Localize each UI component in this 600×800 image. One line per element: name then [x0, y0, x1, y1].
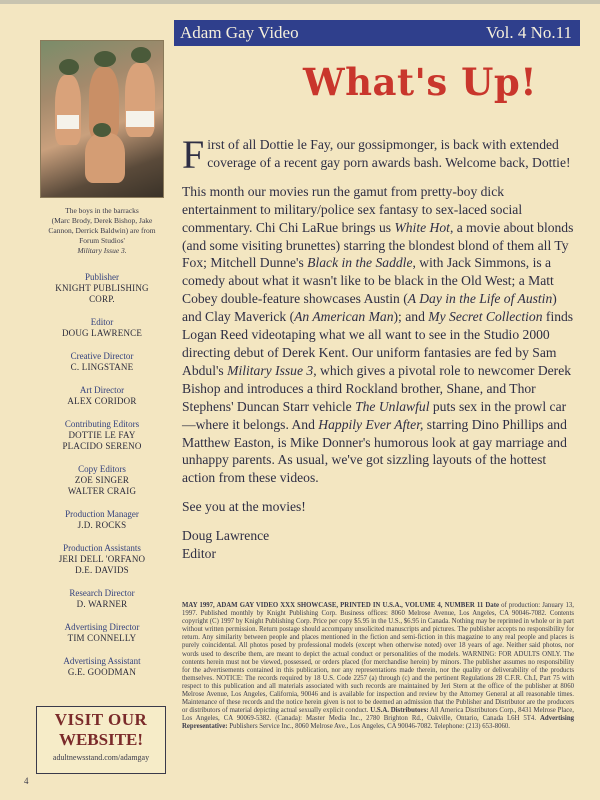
fineprint-advertising-text: Publishers Service Inc., 8060 Melrose Ave., Los Angeles, CA 90046-7082. Telephone: (213) 653-8060. — [227, 723, 510, 731]
masthead — [40, 272, 164, 690]
movie-title: Black in the Saddle — [307, 255, 413, 271]
drop-cap: F — [182, 132, 205, 177]
para-text: , a movie about blonds (and some visiting brunettes) starring the blondest blond of them all Ty Fox; Mitchell Dunne's — [182, 219, 574, 271]
masthead-name: DOTTIE LE FAY — [68, 430, 136, 440]
para-text: puts sex in the prowl car—where it belongs. And — [182, 398, 567, 432]
masthead-role: Editor — [90, 317, 114, 327]
photo-head-1 — [59, 59, 79, 75]
para-text: ); and — [393, 309, 429, 325]
masthead-name: ALEX CORIDOR — [67, 396, 137, 406]
masthead-name: KNIGHT PUBLISHING — [55, 283, 149, 293]
masthead-role: Production Manager — [65, 509, 139, 519]
top-edge — [0, 0, 600, 4]
para-text: finds Logan Reed videotaping what we all want to see in the Studio 2000 directing debut of Derek Kent. Our uniform fantasies are fed by Sam Abdul's — [182, 309, 574, 378]
magazine-title: Adam Gay Video — [180, 23, 299, 42]
website-promo-box[interactable] — [36, 706, 166, 774]
website-promo-line1: VISIT OUR — [54, 710, 148, 729]
photo-caption — [40, 206, 164, 256]
fineprint-body: of production: January 13, 1997. Published monthly by Knight Publishing Corp. Business offices: 8060 Melrose Avenue, Los Angeles, CA 90046-7082. Contents copyright (C) 1997 by Knight Publishing Corp. Price per copy $5.95 in the U.S., $6.95 in Canada. Nothing may be reprinted in whole or in part without written permission. Return postage should accompany unsolicited manuscripts and pictures. The publisher accepts no responsibility for return. Any similarity between people and places mentioned in the fiction and semi-fiction in this magazine to any real people and places is purely coincidental. All photos posed by professional models (except when otherwise noted) over 18 years of age. Neither said photos, nor words used to describe them, are meant to depict the actual conduct or personalities of the models. WARNING: FOR ADULTS ONLY. The contents herein must not be viewed, possessed, or orders placed (for merchandise herein) by minors. The publisher assumes no responsibility for the advertisements contained in this publication, nor any representations made therein, nor the quality or deliverability of the products themselves. NOTICE: The records required by 18 U.S. Code 2257 (a) through (c) and the pertinent Regulations 28 C.F.R. Ch.I, Part 75 with respect to this publication and all materials associated with such records are maintained by Jeri Stern at the office of the publisher at 8060 Melrose Avenue, Los Angeles, California, 90046 and is available for inspection and review by the Attorney General at all reasonable times. Maintenance of these records and the notice herein given is not to be deemed an admission that the Publisher and Distributor are the producers or distributors of material depicting actual sexually explicit conduct. — [182, 602, 574, 715]
signature-title: Editor — [182, 546, 216, 562]
masthead-group — [40, 351, 164, 373]
fineprint-distributors-text: All America Distributors Corp., 8431 Melrose Place, Los Angeles, CA 90069-5382. (Canada): Master Media Inc., 2780 Brighton Rd., Oakville, Ontario, Canada L6H 5T4. — [182, 707, 575, 723]
para-text: This month our movies run the gamut from pretty-boy dick entertainment to military/police sex fantasy to sex-laced social commentary. Chi Chi LaRue brings us — [182, 183, 523, 235]
photo-shorts-3 — [126, 111, 154, 127]
masthead-role: Art Director — [79, 385, 125, 395]
masthead-name: J.D. ROCKS — [77, 520, 127, 530]
masthead-name: ZOE SINGER — [74, 475, 130, 485]
photo-head-3 — [131, 47, 151, 63]
masthead-group — [40, 509, 164, 531]
masthead-group — [40, 622, 164, 644]
masthead-name: C. LINGSTANE — [70, 362, 134, 372]
masthead-role: Publisher — [84, 272, 119, 282]
masthead-group — [40, 656, 164, 678]
movie-title: Military Issue 3 — [227, 362, 314, 378]
masthead-group — [40, 385, 164, 407]
masthead-role: Creative Director — [70, 351, 134, 361]
cover-photo — [40, 40, 164, 198]
website-promo-line2: WEBSITE! — [58, 730, 144, 749]
masthead-role: Contributing Editors — [64, 419, 140, 429]
para-text: ) and Clay Maverick ( — [182, 291, 557, 325]
movie-title: White Hot — [394, 219, 450, 235]
fineprint-distributors-label: U.S.A. Distributors: — [370, 707, 429, 715]
photo-figure-4 — [85, 133, 125, 183]
header-bar — [174, 20, 580, 46]
para-text: , with Jack Simmons, is a comedy about what it wasn't like to be black in the Old West; a Matt Cobey double-feature showcases Austin ( — [182, 255, 554, 307]
masthead-name: PLACIDO SERENO — [62, 441, 142, 451]
caption-line: Forum Studios' — [79, 236, 125, 245]
photo-figure-1 — [55, 75, 81, 145]
photo-head-2 — [94, 51, 116, 67]
fineprint-advertising-label: Advertising Representative: — [182, 715, 575, 731]
volume-number: Vol. 4 No.11 — [486, 23, 572, 42]
intro-paragraph — [182, 132, 574, 177]
movie-title: The Unlawful — [355, 398, 430, 414]
masthead-name: WALTER CRAIG — [67, 486, 137, 496]
masthead-role: Advertising Assistant — [63, 656, 141, 666]
masthead-group — [40, 588, 164, 610]
movie-title: Happily Ever After, — [318, 416, 424, 432]
masthead-group — [40, 317, 164, 339]
website-url-link[interactable]: adultnewsstand.com/adamgay — [52, 753, 150, 762]
photo-shorts-1 — [57, 115, 79, 129]
masthead-group — [40, 464, 164, 497]
masthead-name: DOUG LAWRENCE — [61, 328, 143, 338]
caption-line: Cannon, Derrick Baldwin) are from — [48, 226, 156, 235]
masthead-group — [40, 272, 164, 305]
caption-source: Military Issue 3. — [77, 246, 127, 255]
masthead-name: CORP. — [89, 294, 115, 304]
movie-title: My Secret Collection — [428, 309, 543, 325]
masthead-role: Copy Editors — [78, 464, 126, 474]
page-number: 4 — [24, 776, 29, 786]
legal-fineprint — [182, 602, 574, 732]
editorial-body — [182, 132, 574, 563]
caption-line: (Marc Brody, Derek Bishop, Jake — [51, 216, 153, 225]
movie-title: A Day in the Life of Austin — [407, 291, 553, 307]
fineprint-lead: MAY 1997, ADAM GAY VIDEO XXX SHOWCASE, PRINTED IN U.S.A., VOLUME 4, NUMBER 11 Date — [182, 602, 499, 609]
signature-name: Doug Lawrence — [182, 528, 270, 544]
para-text: starring Dino Phillips and Matthew Easton, is Mike Donner's humorous look at gay marriage and unhappy parents. As usual, we've got sizzling layouts of the hottest action from these videos. — [182, 416, 567, 486]
headline: What's Up! — [303, 60, 537, 104]
intro-text: irst of all Dottie le Fay, our gossipmonger, is back with extended coverage of a recent gay porn awards bash. Welcome back, Dottie! — [207, 137, 571, 170]
masthead-name: D. WARNER — [76, 599, 128, 609]
masthead-role: Advertising Director — [64, 622, 140, 632]
movie-title: An American Man — [294, 309, 394, 325]
masthead-group — [40, 419, 164, 452]
masthead-name: G.E. GOODMAN — [67, 667, 137, 677]
masthead-group — [40, 543, 164, 576]
caption-line: The boys in the barracks — [65, 206, 139, 215]
masthead-name: JERI DELL 'ORFANO — [58, 554, 146, 564]
photo-head-4 — [93, 123, 111, 137]
masthead-role: Research Director — [69, 588, 135, 598]
closing-line: See you at the movies! — [182, 499, 306, 515]
masthead-role: Production Assistants — [63, 543, 141, 553]
masthead-name: TIM CONNELLY — [67, 633, 137, 643]
main-paragraph — [182, 183, 574, 487]
masthead-name: D.E. DAVIDS — [75, 565, 129, 575]
para-text: , which gives a pivotal role to newcomer Derek Bishop and introduces a third Rockland brother, Shane, and Thor Stephens' Duncan Starr vehicle — [182, 362, 572, 414]
